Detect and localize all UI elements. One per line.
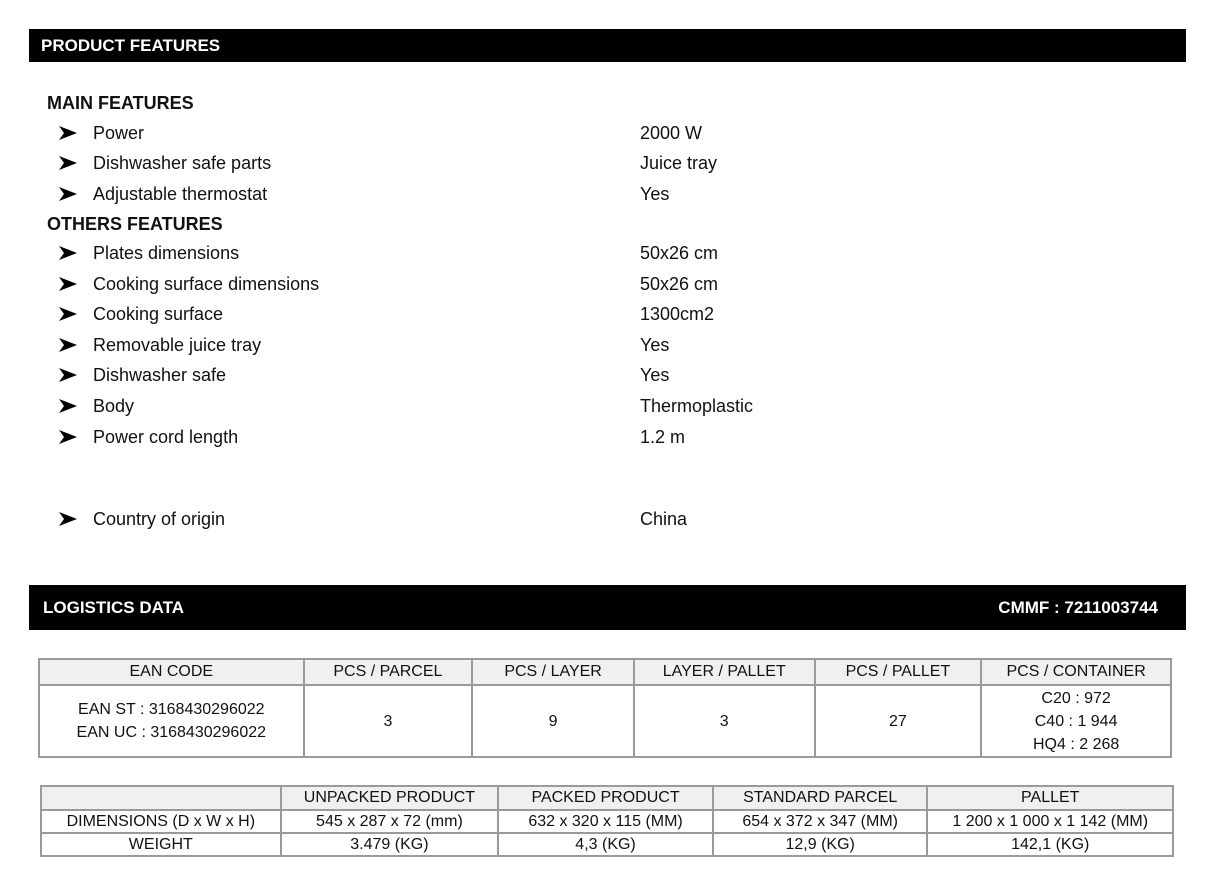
others-features-heading: OTHERS FEATURES bbox=[47, 214, 223, 234]
header-packed-product: PACKED PRODUCT bbox=[498, 786, 713, 810]
dimensions-parcel: 654 x 372 x 347 (MM) bbox=[713, 810, 928, 833]
arrow-bullet-icon bbox=[58, 396, 78, 416]
feature-value: 1300cm2 bbox=[640, 304, 715, 324]
feature-value: 2000 W bbox=[640, 123, 703, 143]
logistics-title: LOGISTICS DATA bbox=[43, 598, 185, 617]
table-header-row bbox=[39, 659, 1171, 685]
arrow-bullet-icon bbox=[58, 509, 78, 529]
ean-uc: EAN UC : 3168430296022 bbox=[76, 724, 267, 741]
feature-value: Juice tray bbox=[640, 153, 718, 173]
feature-label: Removable juice tray bbox=[93, 335, 262, 355]
dimensions-packed: 632 x 320 x 115 (MM) bbox=[498, 810, 713, 833]
feature-label: Power bbox=[93, 123, 145, 143]
feature-value: Thermoplastic bbox=[640, 396, 754, 416]
header-pcs-layer: PCS / LAYER bbox=[472, 659, 634, 685]
arrow-bullet-icon bbox=[58, 274, 78, 294]
weight-parcel: 12,9 (KG) bbox=[713, 833, 928, 856]
dimensions-pallet: 1 200 x 1 000 x 1 142 (MM) bbox=[927, 810, 1173, 833]
feature-row bbox=[58, 274, 858, 298]
dimensions-unpacked: 545 x 287 x 72 (mm) bbox=[281, 810, 499, 833]
arrow-bullet-icon bbox=[58, 184, 78, 204]
feature-row bbox=[58, 153, 858, 177]
table-header-row bbox=[41, 786, 1173, 810]
container-hq4: HQ4 : 2 268 bbox=[1032, 735, 1120, 753]
feature-row bbox=[58, 123, 858, 147]
weight-label: WEIGHT bbox=[41, 833, 281, 856]
packaging-table bbox=[38, 658, 1172, 758]
header-standard-parcel: STANDARD PARCEL bbox=[713, 786, 928, 810]
feature-row bbox=[58, 304, 858, 328]
container-c20: C20 : 972 bbox=[1041, 689, 1111, 707]
weight-packed: 4,3 (KG) bbox=[498, 833, 713, 856]
feature-label: Power cord length bbox=[93, 427, 239, 447]
dimensions-label: DIMENSIONS (D x W x H) bbox=[41, 810, 281, 833]
header-layer-pallet: LAYER / PALLET bbox=[634, 659, 815, 685]
feature-row bbox=[58, 396, 858, 420]
dimensions-row bbox=[41, 810, 1173, 833]
header-pcs-pallet: PCS / PALLET bbox=[815, 659, 982, 685]
weight-pallet: 142,1 (KG) bbox=[927, 833, 1173, 856]
header-pcs-container: PCS / CONTAINER bbox=[981, 659, 1171, 685]
arrow-bullet-icon bbox=[58, 123, 78, 143]
container-cell bbox=[981, 685, 1171, 757]
feature-row bbox=[58, 427, 858, 451]
dimensions-table bbox=[40, 785, 1174, 857]
cmmf-code: CMMF : 7211003744 bbox=[998, 598, 1158, 617]
feature-label: Plates dimensions bbox=[93, 243, 240, 263]
origin-value: China bbox=[640, 509, 688, 529]
arrow-bullet-icon bbox=[58, 243, 78, 263]
weight-unpacked: 3.479 (KG) bbox=[281, 833, 499, 856]
origin-label: Country of origin bbox=[93, 509, 226, 529]
ean-cell bbox=[39, 685, 304, 757]
feature-value: Yes bbox=[640, 365, 670, 385]
feature-label: Dishwasher safe bbox=[93, 365, 227, 385]
feature-label: Body bbox=[93, 396, 135, 416]
origin-row bbox=[58, 509, 858, 533]
weight-row bbox=[41, 833, 1173, 856]
feature-label: Cooking surface bbox=[93, 304, 224, 324]
pcs-pallet-value: 27 bbox=[815, 685, 982, 757]
arrow-bullet-icon bbox=[58, 335, 78, 355]
main-features-heading: MAIN FEATURES bbox=[47, 93, 194, 113]
header-unpacked-product: UNPACKED PRODUCT bbox=[281, 786, 499, 810]
arrow-bullet-icon bbox=[58, 304, 78, 324]
feature-value: 1.2 m bbox=[640, 427, 686, 447]
layer-pallet-value: 3 bbox=[634, 685, 815, 757]
table-row bbox=[39, 685, 1171, 757]
feature-row bbox=[58, 243, 858, 267]
feature-label: Dishwasher safe parts bbox=[93, 153, 272, 173]
feature-label: Adjustable thermostat bbox=[93, 184, 268, 204]
arrow-bullet-icon bbox=[58, 427, 78, 447]
feature-value: 50x26 cm bbox=[640, 274, 719, 294]
ean-st: EAN ST : 3168430296022 bbox=[78, 701, 265, 718]
feature-value: Yes bbox=[640, 184, 670, 204]
arrow-bullet-icon bbox=[58, 365, 78, 385]
feature-value: Yes bbox=[640, 335, 670, 355]
header-blank bbox=[41, 786, 281, 810]
pcs-parcel-value: 3 bbox=[304, 685, 473, 757]
product-features-header bbox=[29, 29, 1186, 62]
feature-row bbox=[58, 184, 858, 208]
feature-value: 50x26 cm bbox=[640, 243, 719, 263]
pcs-layer-value: 9 bbox=[472, 685, 634, 757]
header-ean-code: EAN CODE bbox=[39, 659, 304, 685]
feature-row bbox=[58, 365, 858, 389]
product-features-title: PRODUCT FEATURES bbox=[41, 36, 221, 55]
container-c40: C40 : 1 944 bbox=[1034, 712, 1118, 730]
feature-row bbox=[58, 335, 858, 359]
arrow-bullet-icon bbox=[58, 153, 78, 173]
header-pcs-parcel: PCS / PARCEL bbox=[304, 659, 473, 685]
logistics-header bbox=[29, 585, 1186, 630]
header-pallet: PALLET bbox=[927, 786, 1173, 810]
feature-label: Cooking surface dimensions bbox=[93, 274, 320, 294]
